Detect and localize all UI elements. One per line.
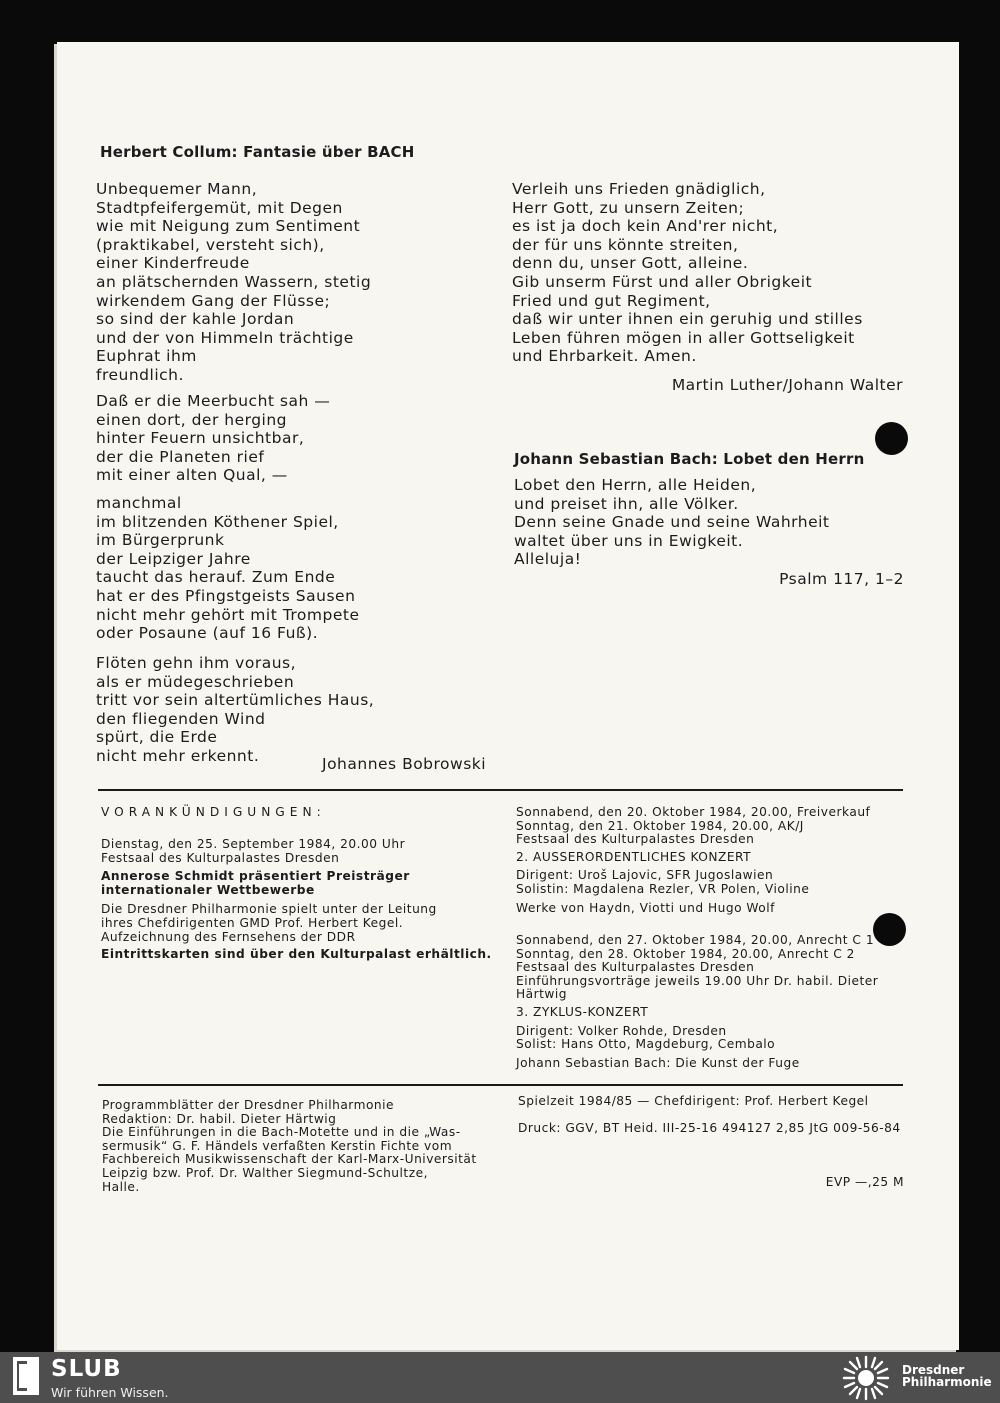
chorale-text [512, 180, 863, 366]
text-line: mit einer alten Qual, — [96, 466, 288, 485]
text-line: als er müdegeschrieben [96, 672, 295, 691]
announcement-2 [516, 806, 870, 915]
poem-stanza-1 [96, 180, 371, 385]
text-line: an plätschernden Wassern, stetig [96, 272, 372, 291]
text-line: Unbequemer Mann, [96, 180, 258, 198]
text-line: hinter Feuern unsichtbar, [96, 429, 305, 448]
announcement-1 [101, 838, 492, 962]
text-line: im Bürgerprunk [96, 531, 225, 550]
price: EVP —,25 M [825, 1175, 904, 1189]
text-line: taucht das herauf. Zum Ende [96, 568, 336, 587]
text-line: Lobet den Herrn, alle Heiden, [514, 476, 757, 494]
event-date: Dienstag, den 25. September 1984, 20.00 Uhr [101, 837, 406, 851]
event-performers [516, 1025, 878, 1052]
text-line: sermusik“ G. F. Händels verfaßten Kerstin Fichte vom [102, 1138, 453, 1153]
announcement-3 [516, 934, 878, 1070]
text-line: Aufzeichnung des Fernsehens der DDR [101, 929, 356, 944]
text-line: Redaktion: Dr. habil. Dieter Härtwig [102, 1111, 337, 1126]
text-line: Die Dresdner Philharmonie spielt unter der Leitung [101, 902, 437, 917]
text-line: Denn seine Gnade und seine Wahrheit [514, 513, 830, 532]
event-tickets: Eintrittskarten sind über den Kulturpalast erhältlich. [101, 947, 492, 962]
text-line: freundlich. [96, 365, 184, 384]
text-line: Leben führen mögen in aller Gottseligkeit [512, 328, 855, 347]
text-line: Solist: Hans Otto, Magdeburg, Cembalo [516, 1037, 776, 1052]
text-line: ihres Chefdirigenten GMD Prof. Herbert Kegel. [101, 915, 404, 930]
text-line: Daß er die Meerbucht sah — [96, 392, 331, 410]
text-line: Programmblätter der Dresdner Philharmonie [102, 1098, 395, 1112]
text-line: Verleih uns Frieden gnädiglich, [512, 180, 766, 198]
divider [98, 1084, 903, 1086]
text-line: Sonntag, den 28. Oktober 1984, 20.00, Anrecht C 2 [516, 946, 855, 961]
text-line: internationaler Wettbewerbe [101, 882, 315, 897]
text-line: spürt, die Erde [96, 728, 218, 747]
season-info: Spielzeit 1984/85 — Chefdirigent: Prof. Herbert Kegel [518, 1094, 869, 1108]
poem-author: Johannes Bobrowski [322, 755, 487, 773]
text-line: oder Posaune (auf 16 Fuß). [96, 624, 319, 643]
text-line: daß wir unter ihnen ein geruhig und stilles [512, 310, 863, 329]
text-line: und Ehrbarkeit. Amen. [512, 347, 697, 366]
text-line: Fried und gut Regiment, [512, 291, 711, 310]
text-line: der die Planeten rief [96, 447, 265, 466]
event-dates [516, 934, 878, 1002]
partner-name[interactable]: Dresdner Philharmonie [902, 1363, 992, 1389]
text-line: (praktikabel, versteht sich), [96, 235, 325, 254]
text-line: tritt vor sein altertümliches Haus, [96, 691, 375, 710]
colophon-credits [102, 1099, 477, 1194]
text-line: Euphrat ihm [96, 347, 197, 366]
text-line: der für uns könnte streiten, [512, 235, 739, 254]
text-line: und preiset ihn, alle Völker. [514, 494, 739, 513]
library-name[interactable]: SLUB [51, 1356, 122, 1382]
text-line: hat er des Pfingstgeists Sausen [96, 586, 356, 605]
text-line: Sonnabend, den 20. Oktober 1984, 20.00, Freiverkauf [516, 805, 871, 819]
text-line: Solistin: Magdalena Rezler, VR Polen, Violine [516, 881, 810, 896]
text-line: Stadtpfeifergemüt, mit Degen [96, 198, 343, 217]
text-line: Alleluja! [514, 550, 582, 569]
text-line: so sind der kahle Jordan [96, 310, 295, 329]
text-line: Sonntag, den 21. Oktober 1984, 20.00, AK/J [516, 818, 804, 833]
text-line: Festsaal des Kulturpalastes Dresden [516, 832, 755, 847]
text-line: Sonnabend, den 27. Oktober 1984, 20.00, Anrecht C 1 [516, 933, 875, 947]
text-line: und der von Himmeln trächtige [96, 328, 354, 347]
text-line: im blitzenden Köthener Spiel, [96, 512, 339, 531]
divider [98, 789, 903, 791]
library-tagline: Wir führen Wissen. [51, 1385, 169, 1400]
text-line: wirkendem Gang der Flüsse; [96, 291, 331, 310]
poem-heading: Herbert Collum: Fantasie über BACH [100, 143, 415, 161]
text-line: nicht mehr erkennt. [96, 746, 260, 765]
event-description [101, 903, 492, 944]
text-line: Härtwig [516, 987, 568, 1002]
text-line: waltet über uns in Ewigkeit. [514, 531, 744, 550]
event-venue: Festsaal des Kulturpalastes Dresden [101, 850, 340, 865]
event-dates [516, 806, 870, 847]
text-line: Dirigent: Volker Rohde, Dresden [516, 1023, 727, 1038]
psalm-reference: Psalm 117, 1–2 [779, 570, 904, 588]
text-line: Annerose Schmidt präsentiert Preisträger [101, 869, 410, 884]
text-line: Halle. [102, 1179, 140, 1194]
text-line: Einführungsvorträge jeweils 19.00 Uhr Dr. habil. Dieter [516, 973, 879, 988]
text-line: Herr Gott, zu unsern Zeiten; [512, 198, 745, 217]
text-line: einen dort, der herging [96, 410, 288, 429]
announcements-heading: VORANKÜNDIGUNGEN: [101, 805, 326, 819]
text-line: denn du, unser Gott, alleine. [512, 254, 749, 273]
punch-hole [875, 422, 908, 455]
text-line: der Leipziger Jahre [96, 549, 251, 568]
print-info: Druck: GGV, BT Heid. III-25-16 494127 2,85 JtG 009-56-84 [518, 1121, 901, 1135]
text-line: manchmal [96, 494, 182, 512]
text-line: einer Kinderfreude [96, 254, 250, 273]
event-works: Werke von Haydn, Viotti und Hugo Wolf [516, 900, 775, 915]
poem-stanza-4 [96, 654, 374, 766]
text-line: nicht mehr gehört mit Trompete [96, 605, 360, 624]
text-line: Dirigent: Uroš Lajovic, SFR Jugoslawien [516, 868, 774, 883]
event-title: 2. AUSSERORDENTLICHES KONZERT [516, 849, 752, 864]
slub-logo-icon[interactable] [13, 1357, 39, 1395]
event-works: Johann Sebastian Bach: Die Kunst der Fuge [516, 1055, 800, 1070]
text-line: den fliegenden Wind [96, 709, 266, 728]
psalm-heading: Johann Sebastian Bach: Lobet den Herrn [514, 450, 865, 468]
text-line: wie mit Neigung zum Sentiment [96, 217, 361, 236]
philharmonie-logo-icon[interactable] [840, 1354, 892, 1402]
event-title [101, 870, 492, 897]
text-line: Gib unserm Fürst und aller Obrigkeit [512, 272, 813, 291]
text-line: Fachbereich Musikwissenschaft der Karl-Marx-Universität [102, 1152, 477, 1167]
psalm-text [514, 476, 830, 569]
text-line: Die Einführungen in die Bach-Motette und in die „Was- [102, 1125, 461, 1140]
text-line: es ist ja doch kein And'rer nicht, [512, 217, 779, 236]
chorale-author: Martin Luther/Johann Walter [671, 376, 903, 394]
event-title: 3. ZYKLUS-KONZERT [516, 1004, 649, 1019]
poem-stanza-3 [96, 494, 360, 643]
event-performers [516, 869, 870, 896]
text-line: Festsaal des Kulturpalastes Dresden [516, 960, 755, 975]
poem-stanza-2 [96, 392, 330, 485]
text-line: Leipzig bzw. Prof. Dr. Walther Siegmund-Schultze, [102, 1165, 428, 1180]
text-line: Flöten gehn ihm voraus, [96, 654, 297, 672]
viewer-footer [0, 1352, 1000, 1403]
